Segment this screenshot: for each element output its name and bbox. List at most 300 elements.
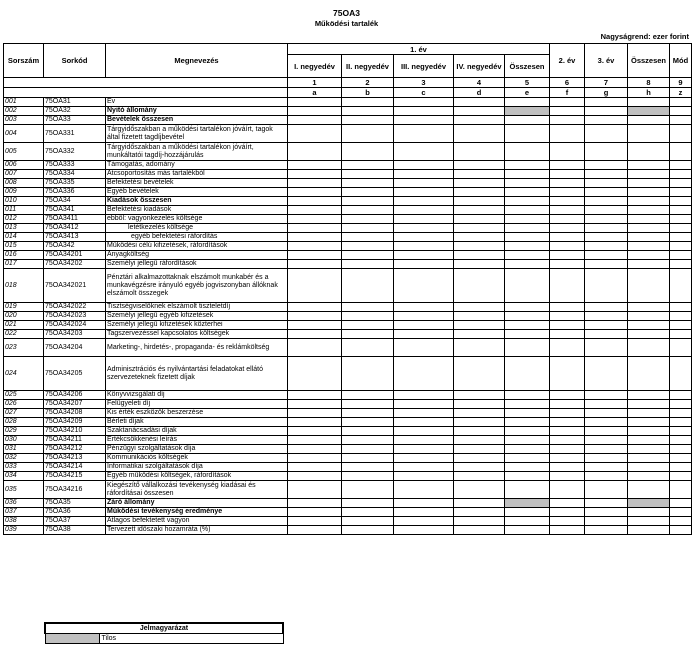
value-cell[interactable] [505, 357, 550, 391]
value-cell[interactable] [505, 330, 550, 339]
value-cell[interactable] [550, 224, 585, 233]
value-cell[interactable] [670, 418, 692, 427]
value-cell[interactable] [628, 303, 670, 312]
value-cell[interactable] [454, 517, 505, 526]
value-cell[interactable] [670, 463, 692, 472]
value-cell[interactable] [288, 215, 342, 224]
value-cell[interactable] [505, 260, 550, 269]
value-cell[interactable] [394, 197, 454, 206]
value-cell[interactable] [505, 233, 550, 242]
value-cell[interactable] [550, 472, 585, 481]
value-cell[interactable] [288, 418, 342, 427]
value-cell[interactable] [342, 197, 394, 206]
value-cell[interactable] [288, 242, 342, 251]
value-cell[interactable] [505, 242, 550, 251]
value-cell[interactable] [505, 116, 550, 125]
value-cell[interactable] [342, 242, 394, 251]
value-cell[interactable] [550, 116, 585, 125]
value-cell[interactable] [550, 98, 585, 107]
value-cell[interactable] [550, 303, 585, 312]
value-cell[interactable] [342, 330, 394, 339]
value-cell[interactable] [628, 215, 670, 224]
value-cell[interactable] [628, 463, 670, 472]
value-cell[interactable] [670, 409, 692, 418]
value-cell[interactable] [394, 499, 454, 508]
value-cell[interactable] [550, 321, 585, 330]
value-cell[interactable] [670, 526, 692, 535]
value-cell[interactable] [670, 481, 692, 499]
value-cell[interactable] [342, 436, 394, 445]
value-cell[interactable] [670, 303, 692, 312]
value-cell[interactable] [585, 143, 628, 161]
value-cell[interactable] [505, 481, 550, 499]
value-cell[interactable] [670, 508, 692, 517]
value-cell[interactable] [505, 526, 550, 535]
value-cell[interactable] [454, 260, 505, 269]
value-cell[interactable] [454, 312, 505, 321]
value-cell[interactable] [550, 330, 585, 339]
value-cell[interactable] [505, 303, 550, 312]
value-cell[interactable] [288, 427, 342, 436]
value-cell[interactable] [628, 179, 670, 188]
value-cell[interactable] [288, 330, 342, 339]
value-cell[interactable] [288, 526, 342, 535]
value-cell[interactable] [585, 409, 628, 418]
value-cell[interactable] [550, 215, 585, 224]
value-cell[interactable] [394, 454, 454, 463]
value-cell[interactable] [288, 125, 342, 143]
value-cell[interactable] [585, 251, 628, 260]
value-cell[interactable] [670, 197, 692, 206]
value-cell[interactable] [342, 179, 394, 188]
value-cell[interactable] [394, 517, 454, 526]
value-cell[interactable] [550, 427, 585, 436]
value-cell[interactable] [342, 472, 394, 481]
value-cell[interactable] [628, 98, 670, 107]
value-cell[interactable] [585, 330, 628, 339]
value-cell[interactable] [505, 321, 550, 330]
value-cell[interactable] [550, 357, 585, 391]
value-cell[interactable] [628, 391, 670, 400]
value-cell[interactable] [585, 125, 628, 143]
value-cell[interactable] [670, 391, 692, 400]
value-cell[interactable] [342, 445, 394, 454]
value-cell[interactable] [585, 427, 628, 436]
value-cell[interactable] [670, 170, 692, 179]
value-cell[interactable] [454, 242, 505, 251]
value-cell[interactable] [394, 508, 454, 517]
value-cell[interactable] [454, 107, 505, 116]
value-cell[interactable] [628, 427, 670, 436]
value-cell[interactable] [585, 454, 628, 463]
value-cell[interactable] [505, 179, 550, 188]
value-cell[interactable] [342, 116, 394, 125]
value-cell[interactable] [628, 170, 670, 179]
value-cell[interactable] [454, 472, 505, 481]
value-cell[interactable] [585, 269, 628, 303]
value-cell[interactable] [628, 526, 670, 535]
value-cell[interactable] [670, 260, 692, 269]
value-cell[interactable] [585, 161, 628, 170]
value-cell[interactable] [585, 197, 628, 206]
value-cell[interactable] [394, 339, 454, 357]
value-cell[interactable] [505, 215, 550, 224]
value-cell[interactable] [454, 357, 505, 391]
value-cell[interactable] [454, 224, 505, 233]
value-cell[interactable] [628, 242, 670, 251]
value-cell[interactable] [288, 391, 342, 400]
value-cell[interactable] [628, 312, 670, 321]
value-cell[interactable] [550, 251, 585, 260]
value-cell[interactable] [505, 269, 550, 303]
value-cell[interactable] [505, 463, 550, 472]
value-cell[interactable] [628, 418, 670, 427]
value-cell[interactable] [454, 116, 505, 125]
value-cell[interactable] [505, 409, 550, 418]
value-cell[interactable] [670, 143, 692, 161]
value-cell[interactable] [342, 161, 394, 170]
value-cell[interactable] [550, 445, 585, 454]
value-cell[interactable] [454, 463, 505, 472]
value-cell[interactable] [670, 517, 692, 526]
value-cell[interactable] [394, 269, 454, 303]
value-cell[interactable] [628, 472, 670, 481]
value-cell[interactable] [505, 170, 550, 179]
value-cell[interactable] [505, 224, 550, 233]
value-cell[interactable] [550, 481, 585, 499]
value-cell[interactable] [670, 436, 692, 445]
value-cell[interactable] [394, 233, 454, 242]
value-cell[interactable] [628, 224, 670, 233]
value-cell[interactable] [342, 508, 394, 517]
value-cell[interactable] [288, 472, 342, 481]
value-cell[interactable] [670, 233, 692, 242]
value-cell[interactable] [394, 418, 454, 427]
value-cell[interactable] [550, 391, 585, 400]
value-cell[interactable] [342, 215, 394, 224]
value-cell[interactable] [628, 436, 670, 445]
value-cell[interactable] [628, 508, 670, 517]
value-cell[interactable] [628, 197, 670, 206]
value-cell[interactable] [505, 161, 550, 170]
value-cell[interactable] [670, 179, 692, 188]
value-cell[interactable] [394, 116, 454, 125]
value-cell[interactable] [670, 321, 692, 330]
value-cell[interactable] [394, 330, 454, 339]
value-cell[interactable] [454, 233, 505, 242]
value-cell[interactable] [342, 454, 394, 463]
value-cell[interactable] [585, 445, 628, 454]
value-cell[interactable] [505, 418, 550, 427]
value-cell[interactable] [550, 499, 585, 508]
value-cell[interactable] [342, 409, 394, 418]
value-cell[interactable] [585, 526, 628, 535]
value-cell[interactable] [585, 391, 628, 400]
value-cell[interactable] [394, 242, 454, 251]
value-cell[interactable] [585, 179, 628, 188]
value-cell[interactable] [342, 339, 394, 357]
value-cell[interactable] [394, 526, 454, 535]
value-cell[interactable] [628, 143, 670, 161]
value-cell[interactable] [670, 98, 692, 107]
value-cell[interactable] [505, 508, 550, 517]
value-cell[interactable] [454, 339, 505, 357]
value-cell[interactable] [585, 508, 628, 517]
value-cell[interactable] [342, 269, 394, 303]
value-cell[interactable] [505, 517, 550, 526]
value-cell[interactable] [454, 188, 505, 197]
value-cell[interactable] [670, 339, 692, 357]
value-cell[interactable] [628, 269, 670, 303]
value-cell[interactable] [454, 98, 505, 107]
value-cell[interactable] [342, 170, 394, 179]
value-cell[interactable] [670, 125, 692, 143]
value-cell[interactable] [628, 251, 670, 260]
value-cell[interactable] [670, 357, 692, 391]
value-cell[interactable] [505, 445, 550, 454]
value-cell[interactable] [628, 445, 670, 454]
value-cell[interactable] [394, 472, 454, 481]
value-cell[interactable] [454, 508, 505, 517]
value-cell[interactable] [454, 179, 505, 188]
value-cell[interactable] [585, 224, 628, 233]
value-cell[interactable] [394, 463, 454, 472]
value-cell[interactable] [670, 269, 692, 303]
value-cell[interactable] [505, 197, 550, 206]
value-cell[interactable] [505, 391, 550, 400]
value-cell[interactable] [394, 215, 454, 224]
value-cell[interactable] [505, 98, 550, 107]
value-cell[interactable] [454, 303, 505, 312]
value-cell[interactable] [454, 400, 505, 409]
value-cell[interactable] [342, 357, 394, 391]
value-cell[interactable] [342, 418, 394, 427]
value-cell[interactable] [550, 517, 585, 526]
value-cell[interactable] [670, 107, 692, 116]
value-cell[interactable] [288, 143, 342, 161]
value-cell[interactable] [288, 454, 342, 463]
value-cell[interactable] [454, 143, 505, 161]
value-cell[interactable] [550, 206, 585, 215]
value-cell[interactable] [394, 179, 454, 188]
value-cell[interactable] [342, 251, 394, 260]
value-cell[interactable] [628, 321, 670, 330]
value-cell[interactable] [585, 303, 628, 312]
value-cell[interactable] [628, 517, 670, 526]
value-cell[interactable] [454, 499, 505, 508]
value-cell[interactable] [454, 251, 505, 260]
value-cell[interactable] [288, 224, 342, 233]
value-cell[interactable] [628, 161, 670, 170]
value-cell[interactable] [288, 116, 342, 125]
value-cell[interactable] [288, 161, 342, 170]
value-cell[interactable] [628, 454, 670, 463]
value-cell[interactable] [670, 499, 692, 508]
value-cell[interactable] [454, 197, 505, 206]
value-cell[interactable] [585, 188, 628, 197]
value-cell[interactable] [394, 251, 454, 260]
value-cell[interactable] [394, 391, 454, 400]
value-cell[interactable] [550, 508, 585, 517]
value-cell[interactable] [585, 339, 628, 357]
value-cell[interactable] [585, 472, 628, 481]
value-cell[interactable] [505, 427, 550, 436]
value-cell[interactable] [394, 436, 454, 445]
value-cell[interactable] [288, 233, 342, 242]
value-cell[interactable] [585, 481, 628, 499]
value-cell[interactable] [505, 339, 550, 357]
value-cell[interactable] [394, 427, 454, 436]
value-cell[interactable] [342, 391, 394, 400]
value-cell[interactable] [454, 454, 505, 463]
value-cell[interactable] [288, 188, 342, 197]
value-cell[interactable] [394, 107, 454, 116]
value-cell[interactable] [505, 206, 550, 215]
value-cell[interactable] [342, 481, 394, 499]
value-cell[interactable] [342, 125, 394, 143]
value-cell[interactable] [454, 161, 505, 170]
value-cell[interactable] [394, 445, 454, 454]
value-cell[interactable] [394, 481, 454, 499]
value-cell[interactable] [670, 215, 692, 224]
value-cell[interactable] [342, 206, 394, 215]
value-cell[interactable] [394, 400, 454, 409]
value-cell[interactable] [670, 251, 692, 260]
value-cell[interactable] [342, 188, 394, 197]
value-cell[interactable] [394, 143, 454, 161]
value-cell[interactable] [288, 339, 342, 357]
value-cell[interactable] [505, 436, 550, 445]
value-cell[interactable] [585, 107, 628, 116]
value-cell[interactable] [670, 242, 692, 251]
value-cell[interactable] [585, 418, 628, 427]
value-cell[interactable] [585, 170, 628, 179]
value-cell[interactable] [342, 224, 394, 233]
value-cell[interactable] [394, 409, 454, 418]
value-cell[interactable] [550, 418, 585, 427]
value-cell[interactable] [342, 517, 394, 526]
value-cell[interactable] [394, 321, 454, 330]
value-cell[interactable] [628, 400, 670, 409]
value-cell[interactable] [550, 143, 585, 161]
value-cell[interactable] [550, 339, 585, 357]
value-cell[interactable] [628, 125, 670, 143]
value-cell[interactable] [550, 125, 585, 143]
value-cell[interactable] [585, 98, 628, 107]
value-cell[interactable] [585, 436, 628, 445]
value-cell[interactable] [342, 233, 394, 242]
value-cell[interactable] [394, 224, 454, 233]
value-cell[interactable] [628, 233, 670, 242]
value-cell[interactable] [454, 269, 505, 303]
value-cell[interactable] [585, 116, 628, 125]
value-cell[interactable] [342, 303, 394, 312]
value-cell[interactable] [342, 107, 394, 116]
value-cell[interactable] [288, 197, 342, 206]
value-cell[interactable] [454, 418, 505, 427]
value-cell[interactable] [505, 499, 550, 508]
value-cell[interactable] [288, 321, 342, 330]
value-cell[interactable] [454, 330, 505, 339]
value-cell[interactable] [505, 143, 550, 161]
value-cell[interactable] [505, 400, 550, 409]
value-cell[interactable] [454, 321, 505, 330]
value-cell[interactable] [394, 161, 454, 170]
value-cell[interactable] [454, 436, 505, 445]
value-cell[interactable] [628, 107, 670, 116]
value-cell[interactable] [394, 170, 454, 179]
value-cell[interactable] [585, 463, 628, 472]
value-cell[interactable] [342, 427, 394, 436]
value-cell[interactable] [288, 436, 342, 445]
value-cell[interactable] [670, 472, 692, 481]
value-cell[interactable] [454, 206, 505, 215]
value-cell[interactable] [550, 242, 585, 251]
value-cell[interactable] [550, 436, 585, 445]
value-cell[interactable] [342, 400, 394, 409]
value-cell[interactable] [670, 188, 692, 197]
value-cell[interactable] [505, 125, 550, 143]
value-cell[interactable] [288, 357, 342, 391]
value-cell[interactable] [670, 454, 692, 463]
value-cell[interactable] [550, 463, 585, 472]
value-cell[interactable] [394, 312, 454, 321]
value-cell[interactable] [585, 499, 628, 508]
value-cell[interactable] [585, 206, 628, 215]
value-cell[interactable] [394, 98, 454, 107]
value-cell[interactable] [585, 215, 628, 224]
value-cell[interactable] [670, 445, 692, 454]
value-cell[interactable] [585, 321, 628, 330]
value-cell[interactable] [550, 188, 585, 197]
value-cell[interactable] [670, 312, 692, 321]
value-cell[interactable] [585, 400, 628, 409]
value-cell[interactable] [550, 312, 585, 321]
value-cell[interactable] [550, 260, 585, 269]
value-cell[interactable] [585, 517, 628, 526]
value-cell[interactable] [288, 409, 342, 418]
value-cell[interactable] [454, 391, 505, 400]
value-cell[interactable] [342, 321, 394, 330]
value-cell[interactable] [670, 116, 692, 125]
value-cell[interactable] [288, 251, 342, 260]
value-cell[interactable] [628, 339, 670, 357]
value-cell[interactable] [288, 107, 342, 116]
value-cell[interactable] [288, 517, 342, 526]
value-cell[interactable] [454, 409, 505, 418]
value-cell[interactable] [670, 400, 692, 409]
value-cell[interactable] [670, 206, 692, 215]
value-cell[interactable] [288, 260, 342, 269]
value-cell[interactable] [628, 116, 670, 125]
value-cell[interactable] [505, 454, 550, 463]
value-cell[interactable] [288, 481, 342, 499]
value-cell[interactable] [288, 179, 342, 188]
value-cell[interactable] [628, 499, 670, 508]
value-cell[interactable] [550, 170, 585, 179]
value-cell[interactable] [454, 170, 505, 179]
value-cell[interactable] [394, 188, 454, 197]
value-cell[interactable] [342, 312, 394, 321]
value-cell[interactable] [550, 161, 585, 170]
value-cell[interactable] [628, 330, 670, 339]
value-cell[interactable] [288, 206, 342, 215]
value-cell[interactable] [394, 357, 454, 391]
value-cell[interactable] [342, 143, 394, 161]
value-cell[interactable] [550, 409, 585, 418]
value-cell[interactable] [394, 125, 454, 143]
value-cell[interactable] [628, 357, 670, 391]
